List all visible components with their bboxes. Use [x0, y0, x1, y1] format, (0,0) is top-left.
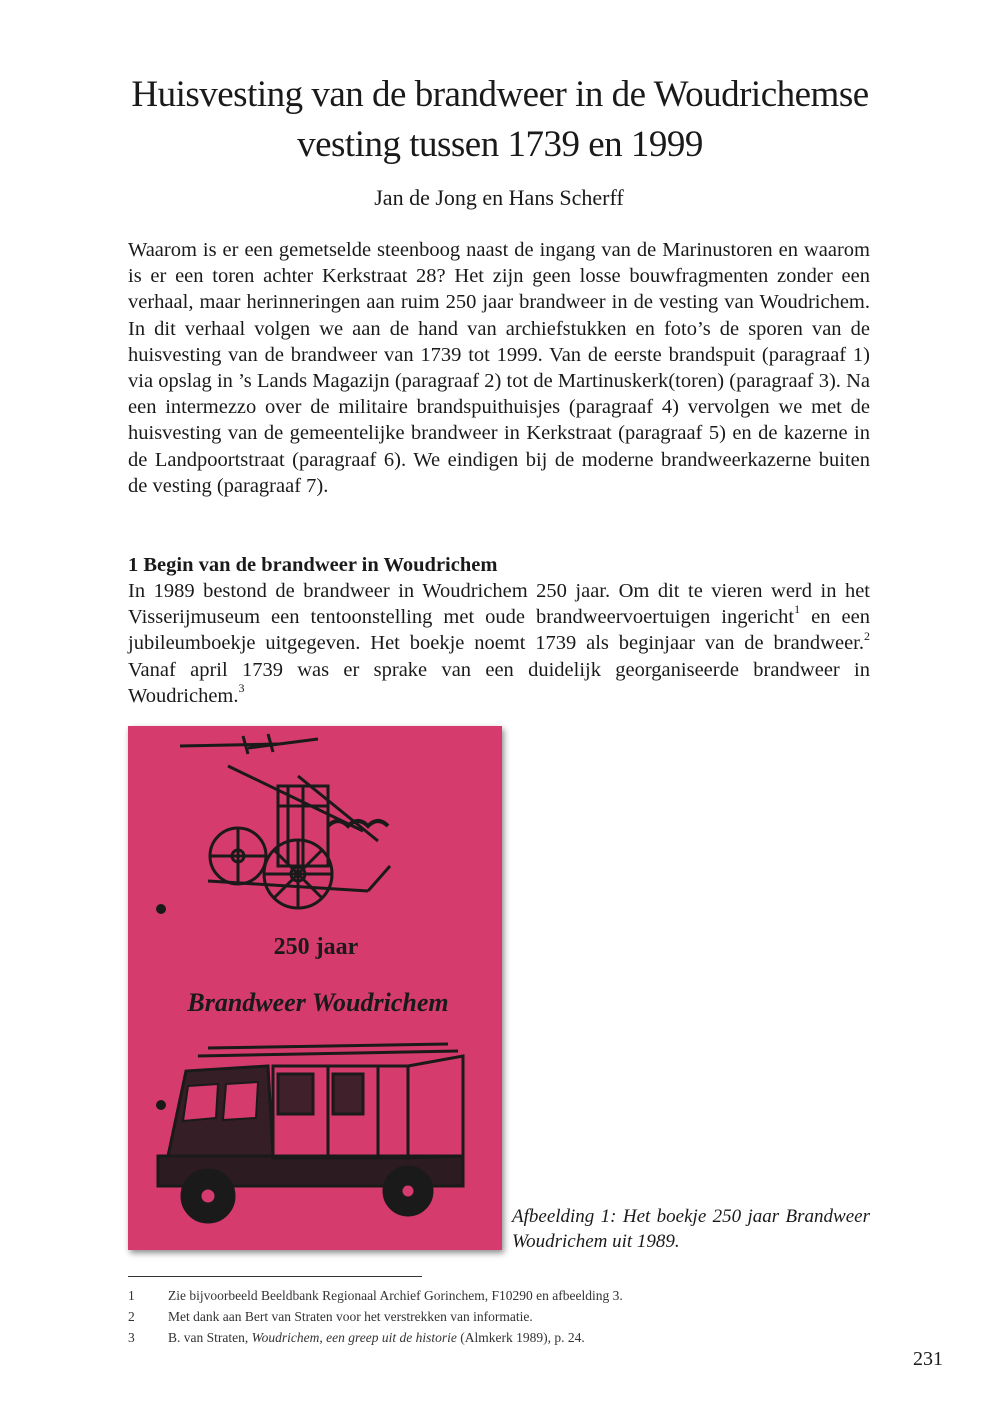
page-number: 231: [913, 1348, 943, 1370]
footnote: [128, 1285, 870, 1306]
title-line-2: vesting tussen 1739 en 1999: [297, 124, 703, 165]
footnote-number: 2: [128, 1309, 135, 1324]
title-line-1: Huisvesting van de brandweer in de Woudrichemse: [131, 74, 869, 115]
footnote-number: 3: [128, 1330, 135, 1345]
section-1-text-c: Vanaf april 1739 was er sprake van een duidelijk georganiseerde brandweer in Woudrichem.: [128, 658, 870, 707]
footnote-text-pre: B. van Straten,: [168, 1330, 252, 1345]
footnote: [128, 1327, 870, 1348]
footnote-text: [168, 1327, 585, 1348]
footnote-ref-2[interactable]: 2: [864, 628, 870, 643]
section-1-paragraph: [128, 578, 870, 709]
footnote-text: Met dank aan Bert van Straten voor het verstrekken van informatie.: [168, 1309, 533, 1324]
footnote-divider: [128, 1276, 422, 1277]
footnote: [128, 1306, 870, 1327]
punch-hole: [156, 1100, 166, 1110]
cover-line-1: 250 jaar: [273, 934, 359, 960]
footnotes: [128, 1285, 870, 1348]
authors: Jan de Jong en Hans Scherff: [374, 185, 624, 210]
footnote-number: 1: [128, 1288, 135, 1303]
section-1-text-a: In 1989 bestond de brandweer in Woudrichem 250 jaar. Om dit te vieren werd in het Visserijmuseum een tentoonstelling met oude brandweervoertuigen ingericht: [128, 580, 870, 629]
footnote-book-title: Woudrichem, een greep uit de historie: [251, 1330, 457, 1345]
footnote-ref-3[interactable]: 3: [238, 680, 245, 695]
punch-hole: [156, 904, 166, 914]
booklet-cover-image: [128, 726, 502, 1250]
article-title: [100, 70, 900, 170]
footnote-text: Zie bijvoorbeeld Beeldbank Regionaal Archief Gorinchem, F10290 en afbeelding 3.: [168, 1288, 623, 1303]
section-heading: 1 Begin van de brandweer in Woudrichem: [128, 554, 498, 576]
cover-line-2: Brandweer Woudrichem: [187, 988, 449, 1017]
footnote-text-post: (Almkerk 1989), p. 24.: [456, 1330, 585, 1345]
footnote-ref-1[interactable]: 1: [794, 602, 801, 617]
intro-paragraph: Waarom is er een gemetselde steenboog naast de ingang van de Marinustoren en waarom is er een toren achter Kerkstraat 28? Het zijn geen losse bouwfragmenten zonder een verhaal, maar herinneringen aan ruim 250 jaar brandweer in de vesting van Woudrichem. In dit verhaal volgen we aan de hand van archiefstukken en foto’s de sporen van de huisvesting van de brandweer van 1739 tot 1999. Van de eerste brandspuit (paragraaf 1) via opslag in ’s Lands Magazijn (paragraaf 2) tot de Martinuskerk(toren) (paragraaf 3). Na een intermezzo over de militaire brandspuithuisjes (paragraaf 4) vervolgen we met de huisvesting van de gemeentelijke brandweer in Kerkstraat (paragraaf 5) en de kazerne in de Landpoortstraat (paragraaf 6). We eindigen bij de moderne brandweerkazerne buiten de vesting (paragraaf 7).: [128, 239, 870, 497]
section-1-text-b: en een jubileumboekje uitgegeven. Het boekje noemt 1739 als beginjaar van de brandweer.: [128, 606, 870, 655]
figure-caption: Afbeelding 1: Het boekje 250 jaar Brandweer Woudrichem uit 1989.: [512, 1206, 870, 1252]
